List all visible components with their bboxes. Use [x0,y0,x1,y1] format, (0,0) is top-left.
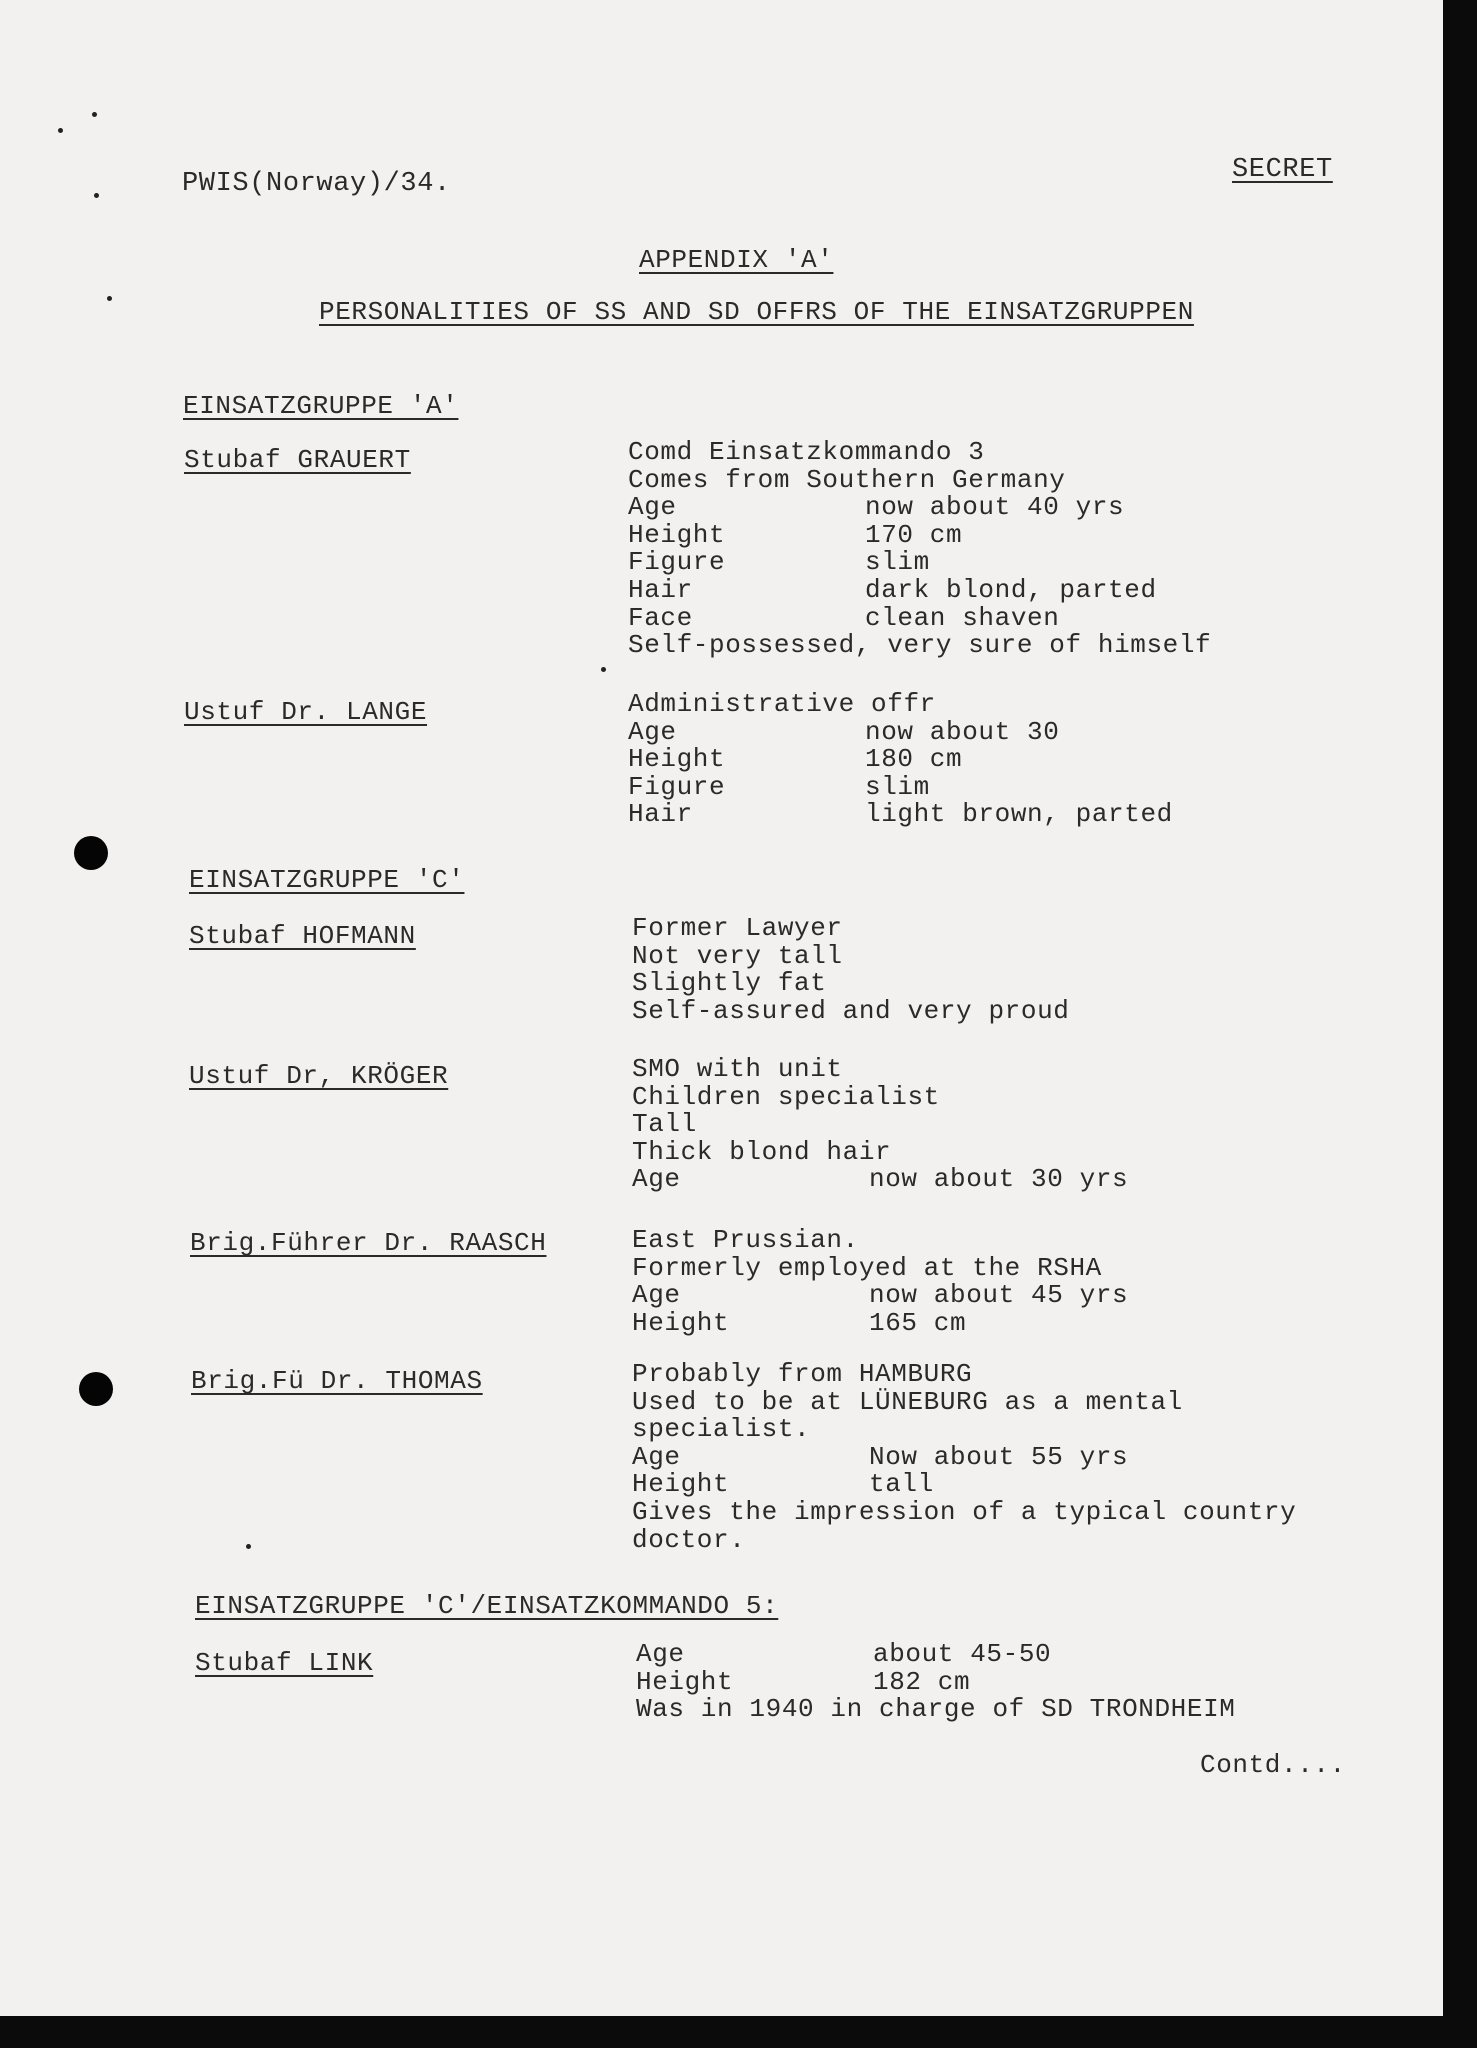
detail-label: Was in 1940 in charge of SD TRONDHEIM [636,1694,1236,1724]
detail-value: 180 cm [865,744,963,774]
detail-label: Slightly fat [632,968,827,998]
detail-value: now about 40 yrs [865,492,1125,522]
ink-speck [92,112,97,117]
officer-name: Ustuf Dr. LANGE [184,697,428,727]
officer-name: Stubaf LINK [195,1648,374,1678]
appendix-title: APPENDIX 'A' [639,245,834,275]
detail-label: Age [636,1639,685,1669]
detail-label: Gives the impression of a typical country [632,1497,1297,1527]
detail-label: Figure [628,547,726,577]
detail-label: Comes from Southern Germany [628,465,1066,495]
detail-label: Self-possessed, very sure of himself [628,630,1212,660]
detail-value: now about 30 [865,717,1060,747]
detail-label: Height [628,744,726,774]
ink-speck [58,128,63,133]
detail-value: slim [865,772,930,802]
detail-value: light brown, parted [865,799,1173,829]
officer-name: Brig.Führer Dr. RAASCH [190,1228,547,1258]
detail-label: Height [636,1667,734,1697]
classification-label: SECRET [1232,155,1333,185]
officer-name: Ustuf Dr, KRÖGER [189,1061,449,1091]
section-heading: EINSATZGRUPPE 'A' [183,391,459,421]
detail-value: 165 cm [869,1308,967,1338]
ink-speck [94,193,99,198]
detail-value: slim [865,547,930,577]
detail-value: clean shaven [865,603,1060,633]
detail-label: Formerly employed at the RSHA [632,1253,1102,1283]
detail-value: dark blond, parted [865,575,1157,605]
detail-value: now about 30 yrs [869,1164,1129,1194]
detail-label: doctor. [632,1525,746,1555]
detail-label: Age [628,717,677,747]
detail-label: Hair [628,575,693,605]
reference-number: PWIS(Norway)/34. [182,169,451,199]
detail-label: Former Lawyer [632,913,843,943]
detail-label: Age [632,1280,681,1310]
detail-value: now about 45 yrs [869,1280,1129,1310]
detail-value: 182 cm [873,1667,971,1697]
ink-speck [107,296,112,301]
detail-label: Age [628,492,677,522]
detail-label: Height [632,1469,730,1499]
detail-label: specialist. [632,1414,811,1444]
officer-name: Stubaf HOFMANN [189,921,416,951]
detail-label: Age [632,1442,681,1472]
punch-hole [74,836,108,870]
detail-label: Hair [628,799,693,829]
detail-label: Children specialist [632,1082,940,1112]
officer-name: Stubaf GRAUERT [184,445,411,475]
detail-value: tall [869,1469,934,1499]
officer-name: Brig.Fü Dr. THOMAS [191,1366,483,1396]
detail-label: Used to be at LÜNEBURG as a mental [632,1387,1183,1417]
detail-value: about 45-50 [873,1639,1052,1669]
detail-label: Probably from HAMBURG [632,1359,973,1389]
detail-value: Now about 55 yrs [869,1442,1129,1472]
detail-label: Face [628,603,693,633]
detail-label: Figure [628,772,726,802]
continued-note: Contd.... [1200,1750,1346,1780]
detail-label: Height [628,520,726,550]
ink-speck [601,667,606,672]
detail-label: Thick blond hair [632,1137,892,1167]
detail-label: SMO with unit [632,1054,843,1084]
detail-value: 170 cm [865,520,963,550]
detail-label: East Prussian. [632,1225,859,1255]
section-heading: EINSATZGRUPPE 'C'/EINSATZKOMMANDO 5: [195,1591,779,1621]
section-heading: EINSATZGRUPPE 'C' [189,865,465,895]
detail-label: Self-assured and very proud [632,996,1070,1026]
detail-label: Height [632,1308,730,1338]
document-heading: PERSONALITIES OF SS AND SD OFFRS OF THE EINSATZGRUPPEN [319,297,1194,327]
detail-label: Age [632,1164,681,1194]
punch-hole [79,1372,113,1406]
ink-speck [246,1544,251,1549]
detail-label: Tall [632,1109,697,1139]
detail-label: Administrative offr [628,689,936,719]
detail-label: Comd Einsatzkommando 3 [628,437,985,467]
detail-label: Not very tall [632,941,843,971]
